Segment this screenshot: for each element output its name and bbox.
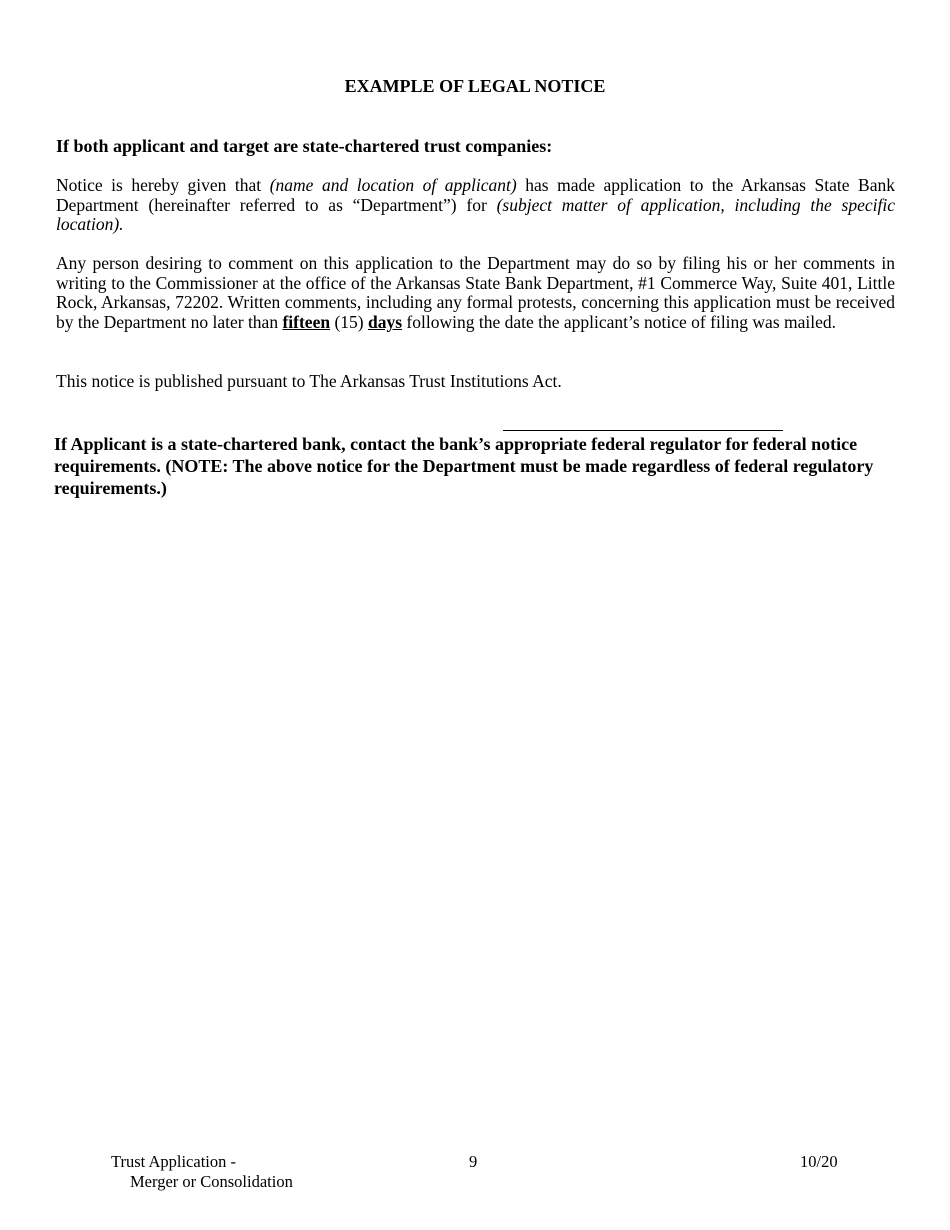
signature-line bbox=[503, 430, 783, 431]
subject-placeholder: (subject matter of application, including the specific location). bbox=[56, 194, 895, 235]
document-title: EXAMPLE OF LEGAL NOTICE bbox=[344, 76, 606, 96]
published-paragraph: This notice is published pursuant to The Arkansas Trust Institutions Act. bbox=[56, 371, 562, 391]
comment-paragraph bbox=[56, 254, 895, 333]
section-heading: If both applicant and target are state-chartered trust companies: bbox=[56, 136, 553, 156]
footer-date: 10/20 bbox=[800, 1152, 838, 1171]
footer-doc-line2: Merger or Consolidation bbox=[130, 1171, 293, 1191]
comment-text-2: (15) bbox=[330, 312, 368, 333]
notice-text-2: has made application to the Arkansas State Bank Department (hereinafter referred to as “Department”) for bbox=[56, 175, 895, 215]
federal-regulator-note: If Applicant is a state-chartered bank, contact the bank’s appropriate federal regulator for federal notice requirements. (NOTE: The above notice for the Department must be made regardless of federal regulatory requirements.) bbox=[54, 434, 874, 498]
notice-paragraph bbox=[56, 176, 895, 235]
footer-doc-line1: Trust Application - bbox=[111, 1152, 236, 1171]
comment-text-1: Any person desiring to comment on this application to the Department may do so by filing his or her comments in writing to the Commissioner at the office of the Arkansas State Bank Department, #1 Commerce Way, Suite 401, Little Rock, Arkansas, 72202. Written comments, including any formal protests, concerning this application must be received by the Department no later than bbox=[56, 253, 895, 333]
page-number: 9 bbox=[469, 1152, 478, 1171]
footer-doc-name bbox=[111, 1152, 293, 1191]
notice-text-1: Notice is hereby given that bbox=[56, 175, 270, 195]
comment-text-3: following the date the applicant’s notice of filing was mailed. bbox=[402, 312, 837, 333]
applicant-placeholder: (name and location of applicant) bbox=[269, 175, 517, 195]
days-emphasis: days bbox=[367, 312, 403, 333]
fifteen-emphasis: fifteen bbox=[282, 312, 331, 333]
